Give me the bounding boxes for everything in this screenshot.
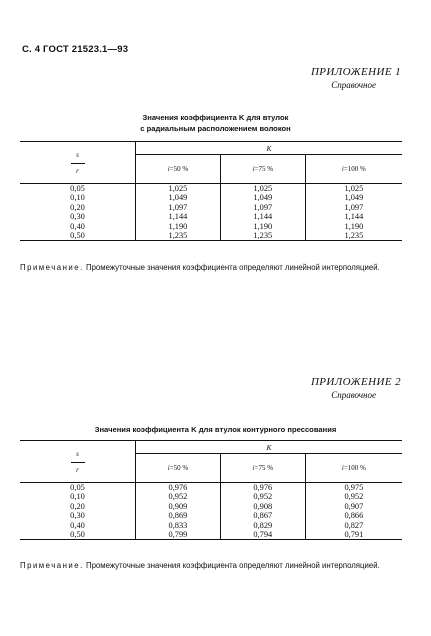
value-cell: 0,833 — [136, 521, 221, 530]
value-cell: 0,867 — [220, 511, 305, 520]
value-cell: 1,144 — [220, 212, 305, 221]
table-row — [20, 231, 402, 240]
coefficient-table — [20, 141, 402, 241]
table-row — [20, 492, 402, 501]
value-cell: 1,097 — [136, 203, 221, 212]
value-cell: 1,025 — [220, 184, 305, 194]
value-cell: 1,190 — [305, 222, 402, 231]
caption-line-1: Значения коэффициента K для втулок — [142, 113, 289, 122]
table-row — [20, 212, 402, 221]
ratio-numerator: s — [76, 449, 79, 458]
value-cell: 0,952 — [305, 492, 402, 501]
k-header: K — [136, 142, 403, 155]
value-cell: 1,097 — [220, 203, 305, 212]
value-cell: 0,827 — [305, 521, 402, 530]
ratio-cell: 0,05 — [70, 483, 85, 492]
page-header: С. 4 ГОСТ 21523.1—93 — [22, 44, 129, 55]
table-bottom-rule — [20, 240, 402, 241]
appendix-title: ПРИЛОЖЕНИЕ 2 — [310, 376, 401, 388]
value-cell: 0,829 — [220, 521, 305, 530]
table-row — [20, 203, 402, 212]
ratio-header — [20, 441, 136, 483]
ratio-cell: 0,30 — [70, 212, 85, 222]
note-label: Примечание. — [20, 561, 84, 570]
caption-line-2: с радиальным расположением волокон — [140, 124, 291, 133]
value-cell: 0,976 — [220, 483, 305, 493]
table-header-row — [20, 142, 402, 155]
column-header: i=75 % — [220, 454, 305, 483]
column-header: i=75 % — [220, 155, 305, 184]
table-row — [20, 511, 402, 520]
value-cell: 0,952 — [136, 492, 221, 501]
table-caption — [20, 112, 411, 134]
fraction-line — [71, 163, 85, 164]
column-header: i=100 % — [305, 155, 402, 184]
caption-line-1: Значения коэффициента K для втулок контурного прессования — [94, 425, 337, 434]
ratio-cell: 0,10 — [70, 193, 85, 203]
note-text: Промежуточные значения коэффициента определяют линейной интерполяцией. — [85, 263, 380, 272]
table-row — [20, 530, 402, 539]
table-row — [20, 184, 402, 194]
value-cell: 1,235 — [220, 231, 305, 240]
ratio-cell: 0,05 — [70, 184, 85, 193]
table-row — [20, 483, 402, 493]
ratio-cell: 0,40 — [70, 520, 85, 530]
column-header: i=50 % — [136, 155, 221, 184]
ratio-numerator: s — [76, 150, 79, 159]
value-cell: 1,190 — [136, 222, 221, 231]
table-row — [20, 193, 402, 202]
k-header: K — [136, 441, 403, 454]
ratio-cell: 0,30 — [70, 511, 85, 521]
table-row — [20, 222, 402, 231]
value-cell: 1,049 — [305, 193, 402, 202]
value-cell: 0,976 — [136, 483, 221, 493]
value-cell: 0,866 — [305, 511, 402, 520]
ratio-denominator: r — [76, 465, 79, 474]
table-caption — [20, 424, 411, 435]
ratio-cell: 0,50 — [70, 231, 85, 241]
ratio-cell: 0,20 — [70, 202, 85, 212]
note-text: Промежуточные значения коэффициента определяют линейной интерполяцией. — [85, 561, 380, 570]
ratio-cell: 0,10 — [70, 492, 85, 502]
value-cell: 1,235 — [136, 231, 221, 240]
table-row — [20, 502, 402, 511]
value-cell: 1,097 — [305, 203, 402, 212]
value-cell: 0,952 — [220, 492, 305, 501]
value-cell: 1,235 — [305, 231, 402, 240]
note-label: Примечание. — [20, 263, 84, 272]
value-cell: 1,144 — [136, 212, 221, 221]
column-header: i=100 % — [305, 454, 402, 483]
value-cell: 1,025 — [136, 184, 221, 194]
value-cell: 0,975 — [305, 483, 402, 493]
table-note — [20, 560, 405, 571]
value-cell: 0,909 — [136, 502, 221, 511]
coefficient-table — [20, 440, 402, 540]
ratio-denominator: r — [76, 166, 79, 175]
value-cell: 0,908 — [220, 502, 305, 511]
ratio-cell: 0,40 — [70, 221, 85, 231]
value-cell: 1,144 — [305, 212, 402, 221]
appendix-subtitle: Справочное — [331, 80, 376, 90]
table-header-row — [20, 441, 402, 454]
appendix-subtitle: Справочное — [331, 390, 376, 400]
fraction-line — [71, 462, 85, 463]
value-cell: 1,049 — [220, 193, 305, 202]
value-cell: 0,791 — [305, 530, 402, 539]
table-row — [20, 521, 402, 530]
ratio-cell: 0,50 — [70, 530, 85, 540]
ratio-cell: 0,20 — [70, 501, 85, 511]
value-cell: 0,869 — [136, 511, 221, 520]
table-bottom-rule — [20, 539, 402, 540]
value-cell: 0,799 — [136, 530, 221, 539]
table-note — [20, 262, 405, 273]
appendix-title: ПРИЛОЖЕНИЕ 1 — [310, 66, 401, 78]
ratio-header — [20, 142, 136, 184]
column-header: i=50 % — [136, 454, 221, 483]
value-cell: 1,190 — [220, 222, 305, 231]
value-cell: 1,025 — [305, 184, 402, 194]
value-cell: 0,907 — [305, 502, 402, 511]
value-cell: 0,794 — [220, 530, 305, 539]
value-cell: 1,049 — [136, 193, 221, 202]
